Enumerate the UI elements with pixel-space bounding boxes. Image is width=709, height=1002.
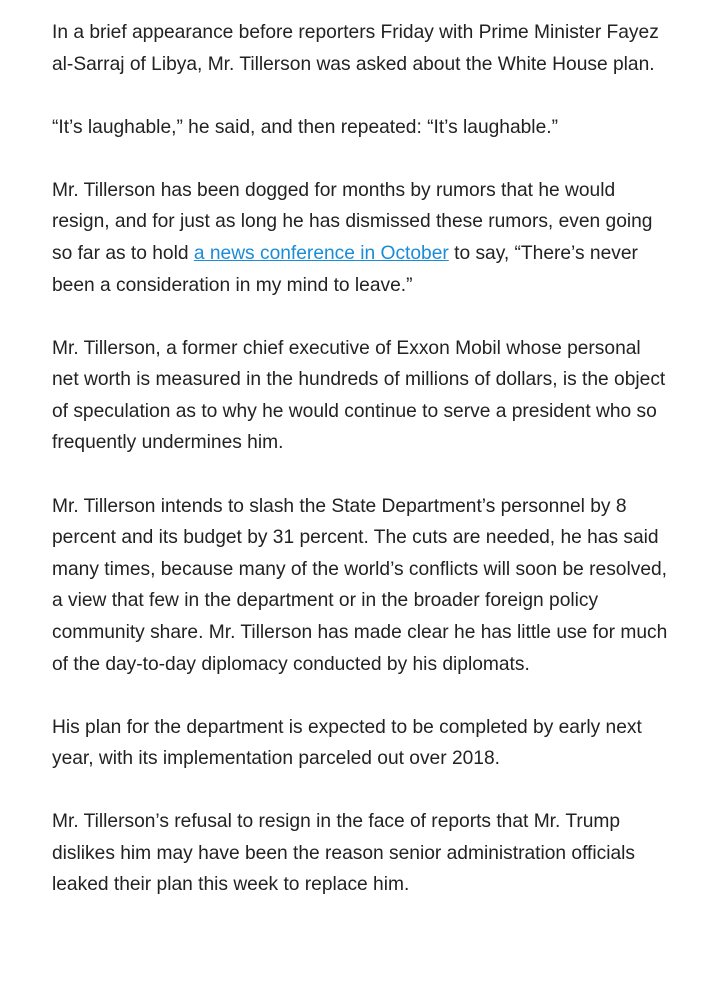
news-conference-link[interactable]: a news conference in October — [193, 242, 449, 264]
paragraph-briefing: In a brief appearance before reporters Friday with Prime Minister Fayez al-Sarraj of Libya, Mr. Tillerson was asked about the White House plan. — [52, 22, 659, 75]
paragraph-resignation-rumors — [52, 175, 672, 301]
paragraph-text-before-link: Mr. Tillerson has been dogged for months by rumors that he would resign, and for just as long he has dismissed these rumors, even going so far as to hold — [52, 179, 653, 264]
paragraph-refusal-to-resign: Mr. Tillerson’s refusal to resign in the face of reports that Mr. Trump dislikes him may have been the reason senior administration officials leaked their plan this week to replace him. — [52, 811, 636, 896]
paragraph-laughable-quote: “It’s laughable,” he said, and then repeated: “It’s laughable.” — [52, 116, 558, 138]
paragraph-exxon-speculation: Mr. Tillerson, a former chief executive of Exxon Mobil whose personal net worth is measured in the hundreds of millions of dollars, is the object of speculation as to why he would continue to serve a president who so frequently undermines him. — [52, 337, 666, 454]
paragraph-text-after-link: to say, “There’s never been a consideration in my mind to leave.” — [52, 242, 638, 296]
article-body — [52, 17, 672, 933]
paragraph-budget-cuts: Mr. Tillerson intends to slash the State Department’s personnel by 8 percent and its budget by 31 percent. The cuts are needed, he has said many times, because many of the world’s conflicts will soon be resolved, a view that few in the department or in the broader foreign policy community share. Mr. Tillerson has made clear he has little use for much of the day-to-day diplomacy conducted by his diplomats. — [52, 495, 668, 675]
paragraph-plan-timeline: His plan for the department is expected to be completed by early next year, with its implementation parceled out over 2018. — [52, 716, 642, 770]
